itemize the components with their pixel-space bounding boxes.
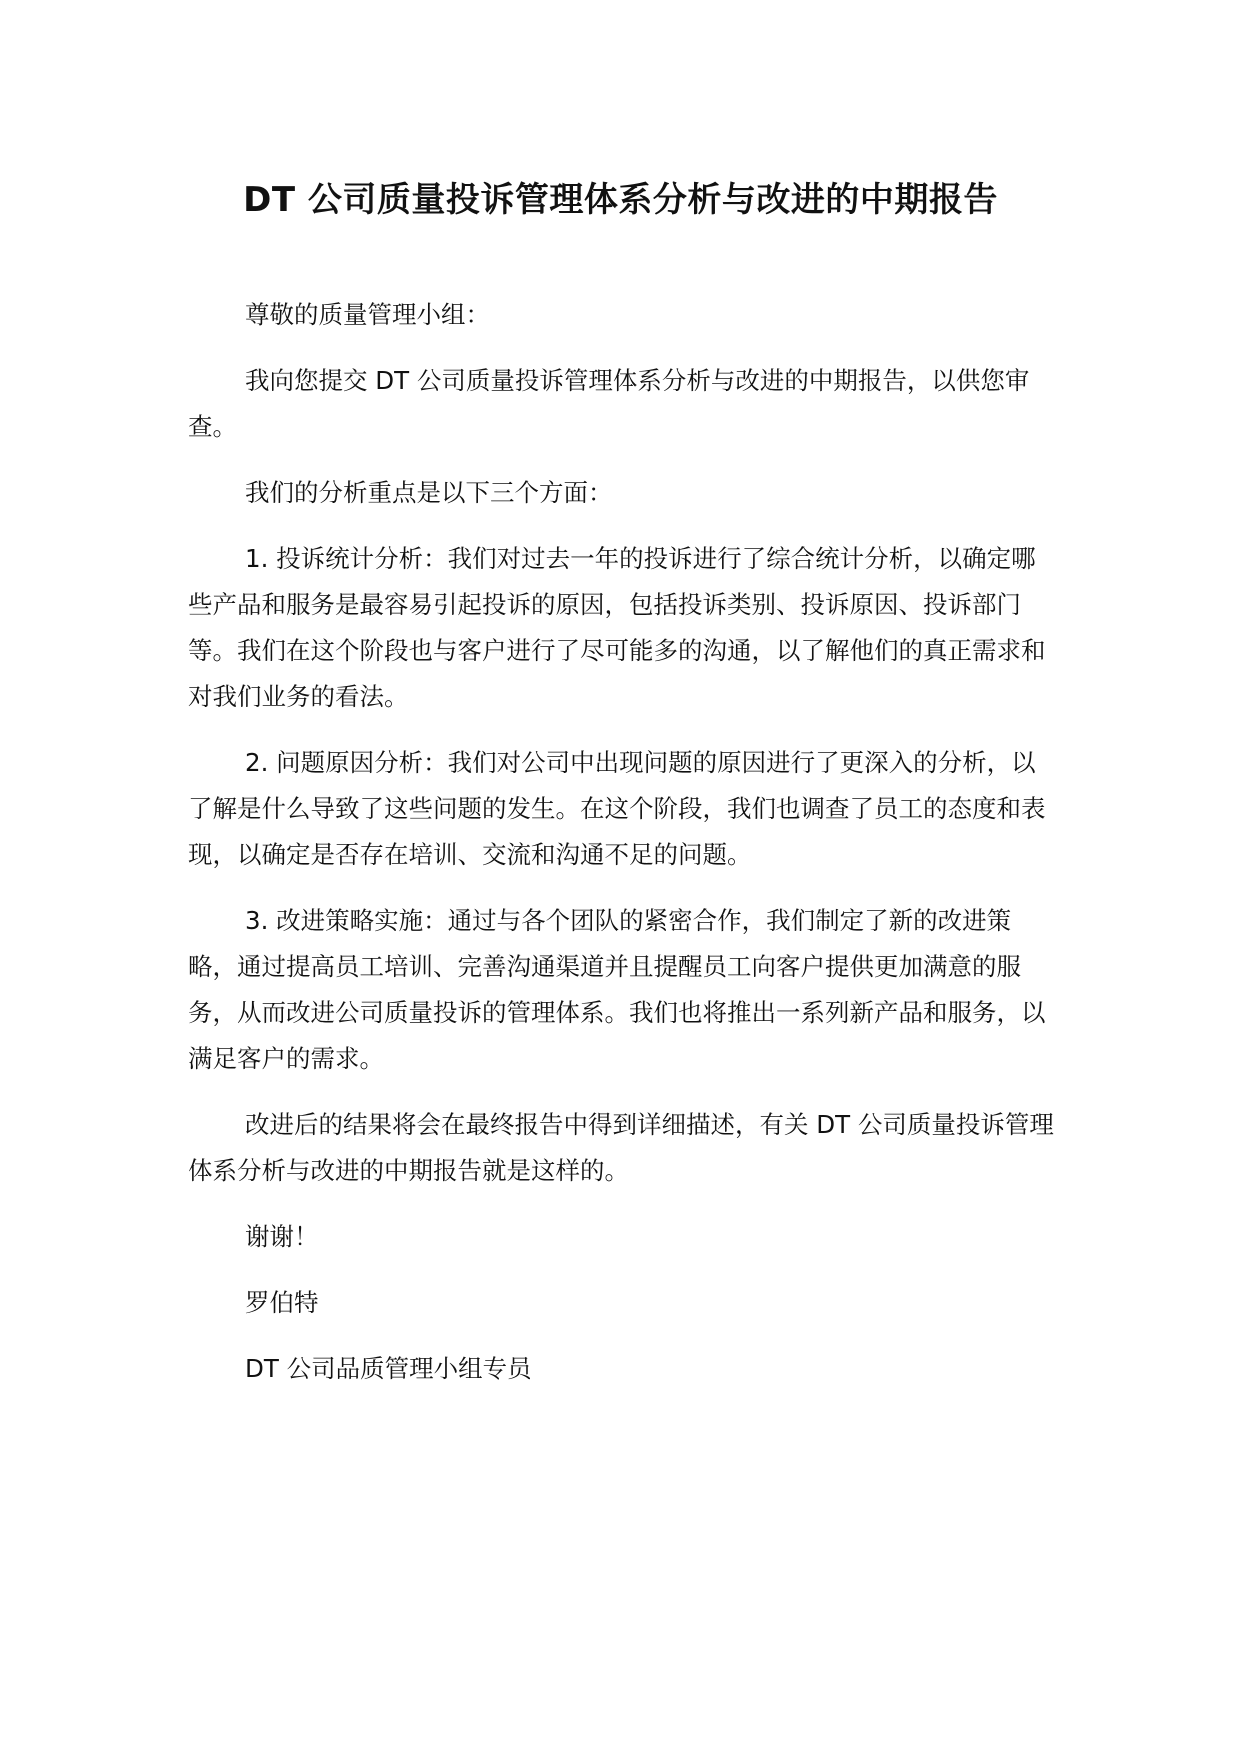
document-title: DT 公司质量投诉管理体系分析与改进的中期报告 (243, 180, 998, 220)
focus-paragraph: 我们的分析重点是以下三个方面： (245, 478, 613, 507)
point-2-paragraph: 2. 问题原因分析：我们对公司中出现问题的原因进行了更深入的分析，以了解是什么导致了这些问题的发生。在这个阶段，我们也调查了员工的态度和表现，以确定是否存在培训、交流和沟通不足的问题。 (188, 748, 1046, 869)
document-body (188, 292, 1058, 1412)
signer-title: DT 公司品质管理小组专员 (245, 1354, 532, 1383)
intro-paragraph: 我向您提交 DT 公司质量投诉管理体系分析与改进的中期报告，以供您审查。 (188, 366, 1030, 441)
point-1-paragraph: 1. 投诉统计分析：我们对过去一年的投诉进行了综合统计分析，以确定哪些产品和服务是最容易引起投诉的原因，包括投诉类别、投诉原因、投诉部门等。我们在这个阶段也与客户进行了尽可能多的沟通，以了解他们的真正需求和对我们业务的看法。 (188, 544, 1046, 711)
point-3-paragraph: 3. 改进策略实施：通过与各个团队的紧密合作，我们制定了新的改进策略，通过提高员工培训、完善沟通渠道并且提醒员工向客户提供更加满意的服务，从而改进公司质量投诉的管理体系。我们也将推出一系列新产品和服务，以满足客户的需求。 (188, 906, 1046, 1073)
salutation: 尊敬的质量管理小组： (245, 300, 490, 329)
conclusion-paragraph: 改进后的结果将会在最终报告中得到详细描述，有关 DT 公司质量投诉管理体系分析与改进的中期报告就是这样的。 (188, 1110, 1054, 1185)
signer-name: 罗伯特 (245, 1288, 319, 1317)
closing-line: 谢谢！ (245, 1222, 319, 1251)
